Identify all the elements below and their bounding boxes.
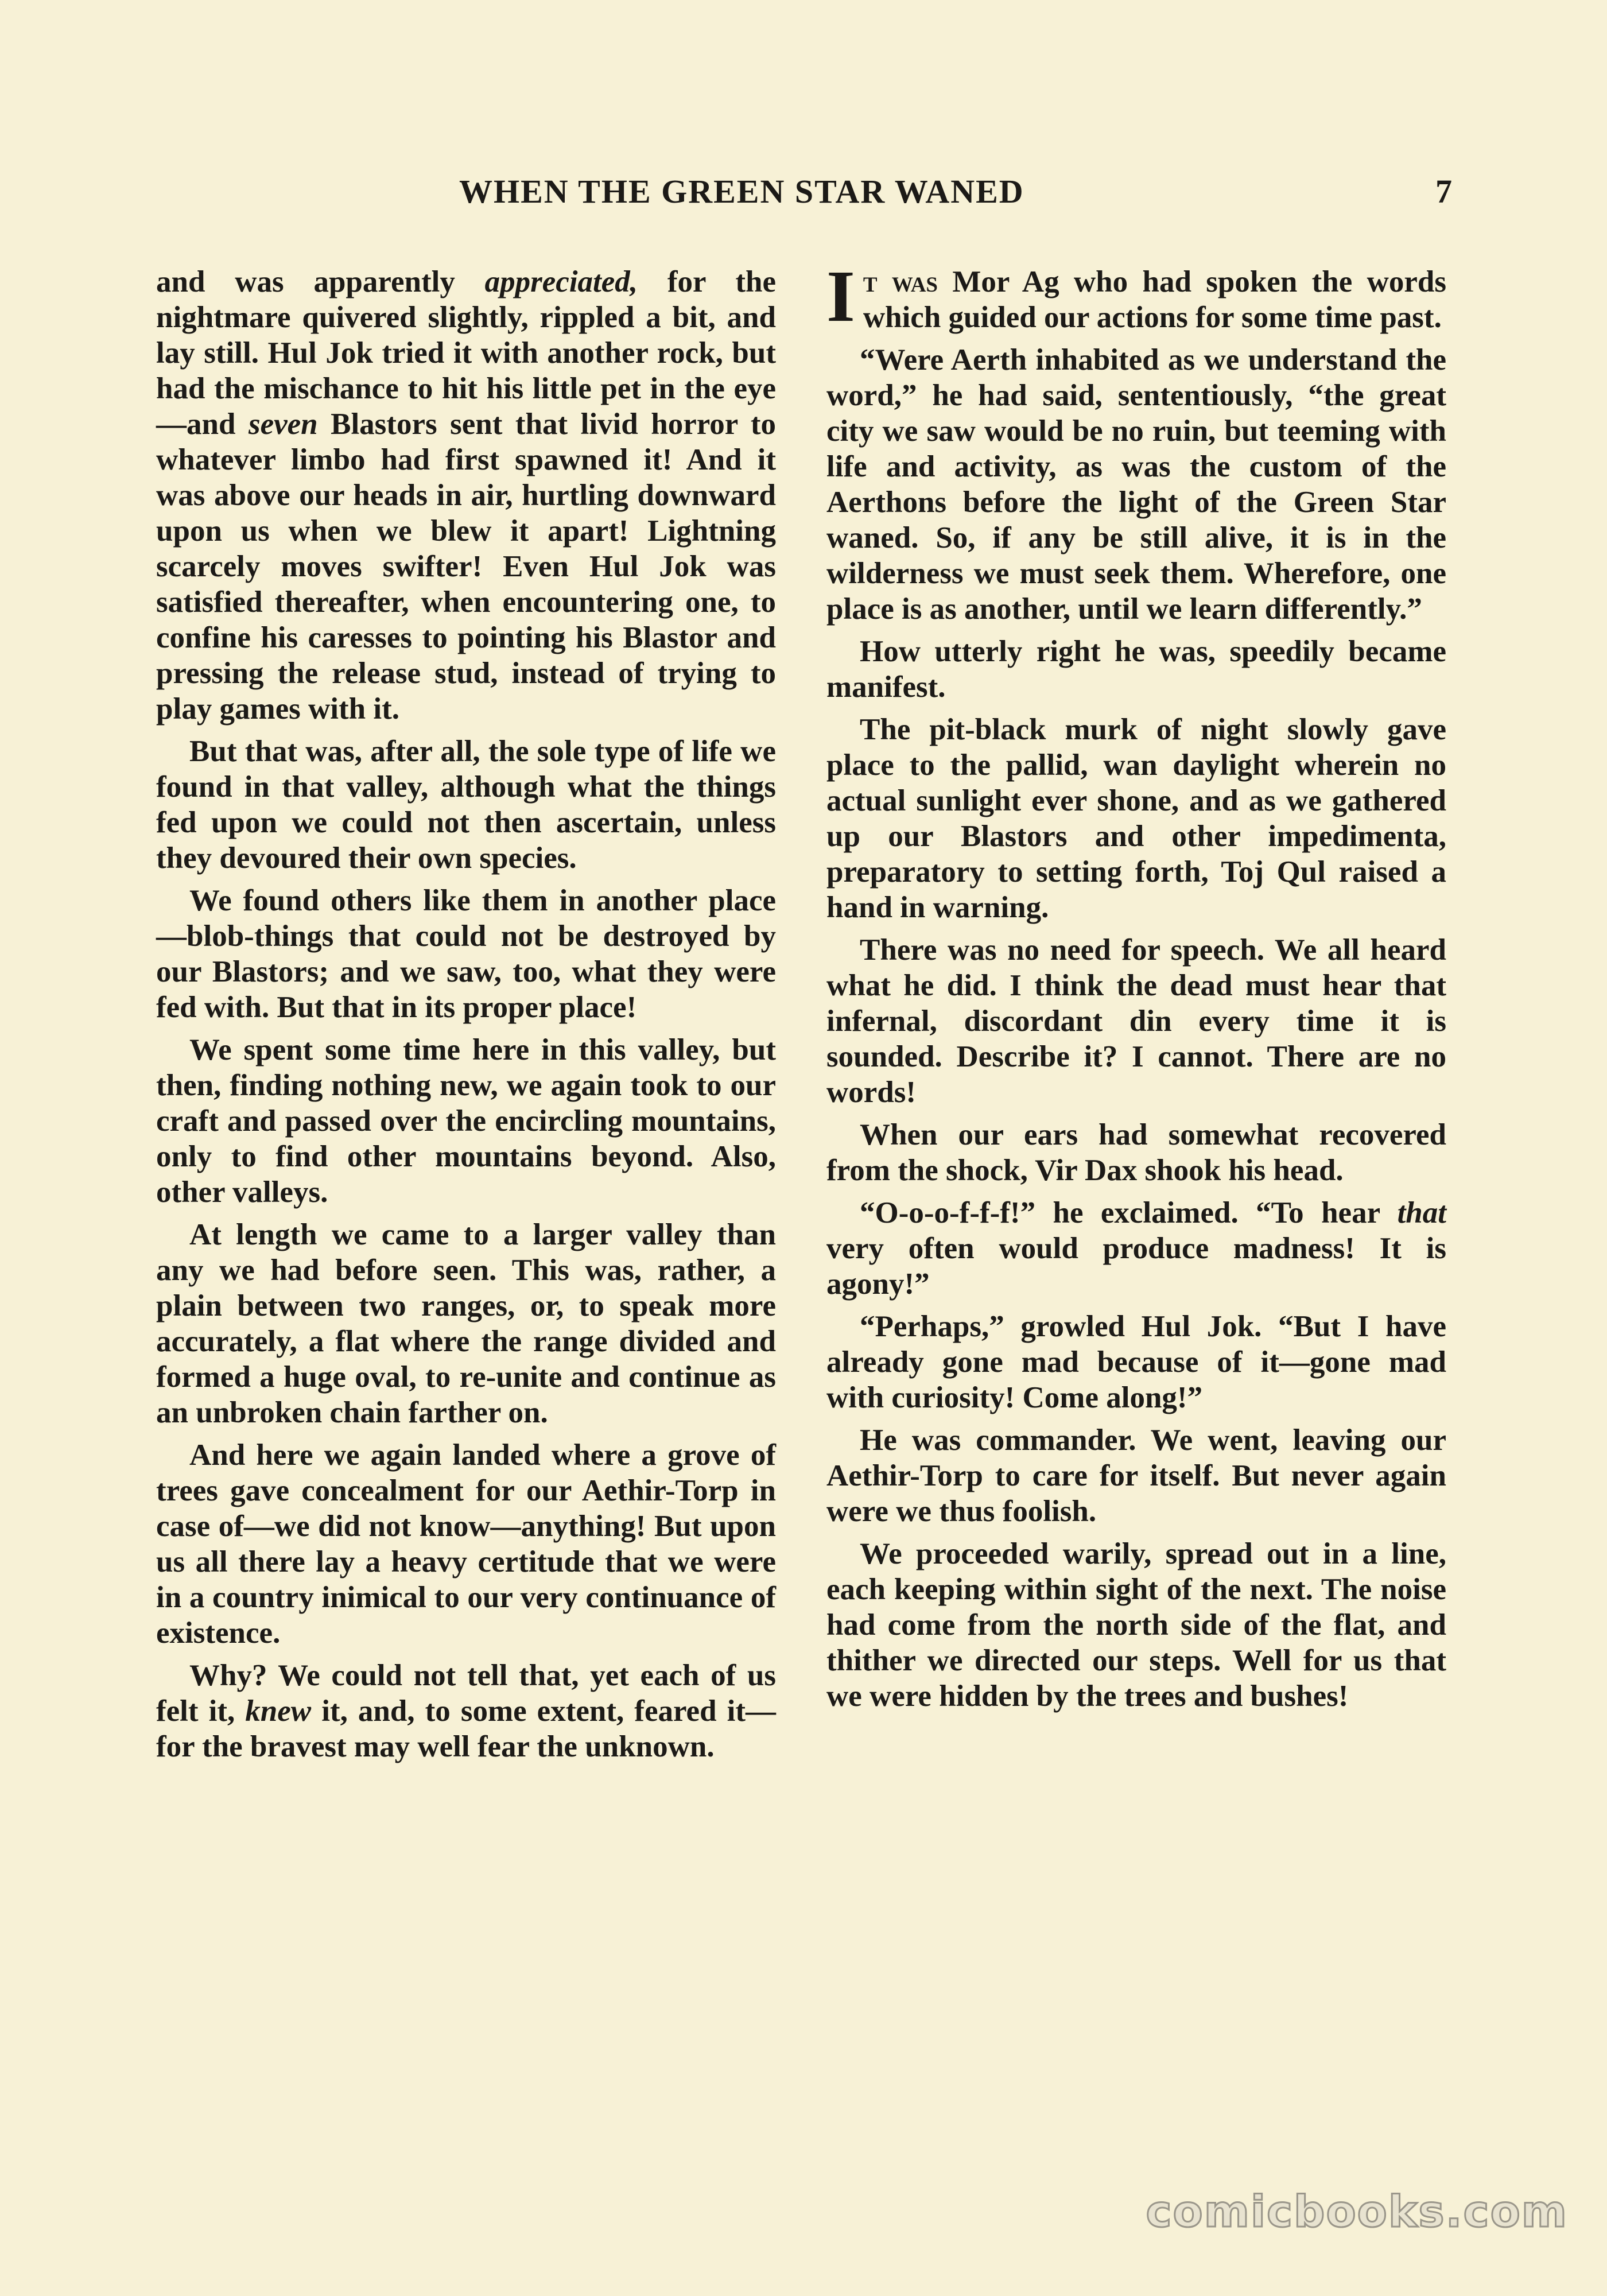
- paragraph: How utterly right he was, speedily became manifest.: [826, 635, 1446, 704]
- italic-text: seven: [248, 408, 318, 441]
- paragraph: We proceeded warily, spread out in a line, each keeping within sight of the next. The noise had come from the north side of the flat, and thither we directed our steps. Well for us that we were hidden by the trees and bushes!: [826, 1537, 1446, 1713]
- small-caps-text: t was: [863, 265, 938, 298]
- running-title: WHEN THE GREEN STAR WANED: [459, 173, 1024, 210]
- paragraph: [156, 1658, 776, 1764]
- paragraph: We found others like them in another place—blob-things that could not be destroyed by our Blastors; and we saw, too, what they were fed with. But that in its proper place!: [156, 884, 776, 1024]
- text-span: Why? We could not tell that, yet each of us felt it,: [156, 1659, 776, 1728]
- drop-cap: I: [826, 255, 855, 337]
- paragraph: He was commander. We went, leaving our Aethir-Torp to care for itself. But never again were we thus foolish.: [826, 1424, 1446, 1528]
- text-span: and was apparently: [156, 265, 485, 298]
- left-column: [156, 264, 776, 1771]
- text-span: very often would produce madness! It is agony!”: [826, 1232, 1446, 1301]
- opening-paragraph: [826, 255, 1446, 337]
- paragraph: “Were Aerth inhabited as we understand the word,” he had said, sententiously, “the great city we saw would be no ruin, but teeming with life and activity, as was the custom of the Aerthons before the light of the Green Star waned. So, if any be still alive, it is in the wilderness we must seek them. Wherefore, one place is as another, until we learn differently.”: [826, 343, 1446, 626]
- page-header: [161, 172, 1452, 230]
- paragraph: When our ears had somewhat recovered from the shock, Vir Dax shook his head.: [826, 1118, 1446, 1187]
- site-watermark: comicbooks.com: [1146, 2186, 1568, 2237]
- paragraph: [826, 1195, 1446, 1302]
- italic-text: appreciated,: [484, 265, 638, 298]
- text-span: “O-o-o-f-f-f!” he exclaimed. “To hear: [860, 1196, 1398, 1230]
- italic-text: knew: [245, 1694, 312, 1728]
- paragraph: And here we again landed where a grove of trees gave concealment for our Aethir-Torp in case of—we did not know—anything! But upon us all there lay a heavy certitude that we were in a country inimical to our very continuance of existence.: [156, 1438, 776, 1650]
- paragraph: But that was, after all, the sole type of life we found in that valley, although what the things fed upon we could not then ascertain, unless they devoured their own species.: [156, 735, 776, 875]
- paragraph: At length we came to a larger valley than any we had before seen. This was, rather, a plain between two ranges, or, to speak more accurately, a flat where the range divided and formed a huge oval, to re-unite and continue as an unbroken chain farther on.: [156, 1218, 776, 1429]
- text-span: it, and, to some extent, feared it—for the bravest may well fear the unknown.: [156, 1694, 776, 1763]
- page-number: 7: [1435, 173, 1452, 210]
- paragraph: “Perhaps,” growled Hul Jok. “But I have already gone mad because of it—gone mad with curiosity! Come along!”: [826, 1310, 1446, 1414]
- text-span: Mor Ag who had spoken the words which guided our actions for some time past.: [863, 265, 1446, 334]
- italic-text: that: [1397, 1196, 1446, 1230]
- paragraph: We spent some time here in this valley, but then, finding nothing new, we again took to our craft and passed over the encircling mountains, only to find other mountains beyond. Also, other valleys.: [156, 1033, 776, 1209]
- text-span: Blastors sent that livid horror to whatever limbo had first spawned it! And it was above our heads in air, hurtling downward upon us when we blew it apart! Lightning scarcely moves swifter! Even Hul Jok was satisfied thereafter, when encountering one, to confine his caresses to pointing his Blastor and pressing the release stud, instead of trying to play games with it.: [156, 408, 777, 726]
- right-column: [826, 255, 1446, 1721]
- paragraph: [156, 264, 776, 727]
- text-span: for the nightmare quivered slightly, rippled a bit, and lay still. Hul Jok tried it with another rock, but had the mischance to hit his little pet in the eye—and: [156, 265, 776, 441]
- paragraph: There was no need for speech. We all heard what he did. I think the dead must hear that infernal, discordant din every time it is sounded. Describe it? I cannot. There are no words!: [826, 933, 1446, 1109]
- paragraph: The pit-black murk of night slowly gave place to the pallid, wan daylight wherein no actual sunlight ever shone, and as we gathered up our Blastors and other impedimenta, preparatory to setting forth, Toj Qul raised a hand in warning.: [826, 713, 1446, 924]
